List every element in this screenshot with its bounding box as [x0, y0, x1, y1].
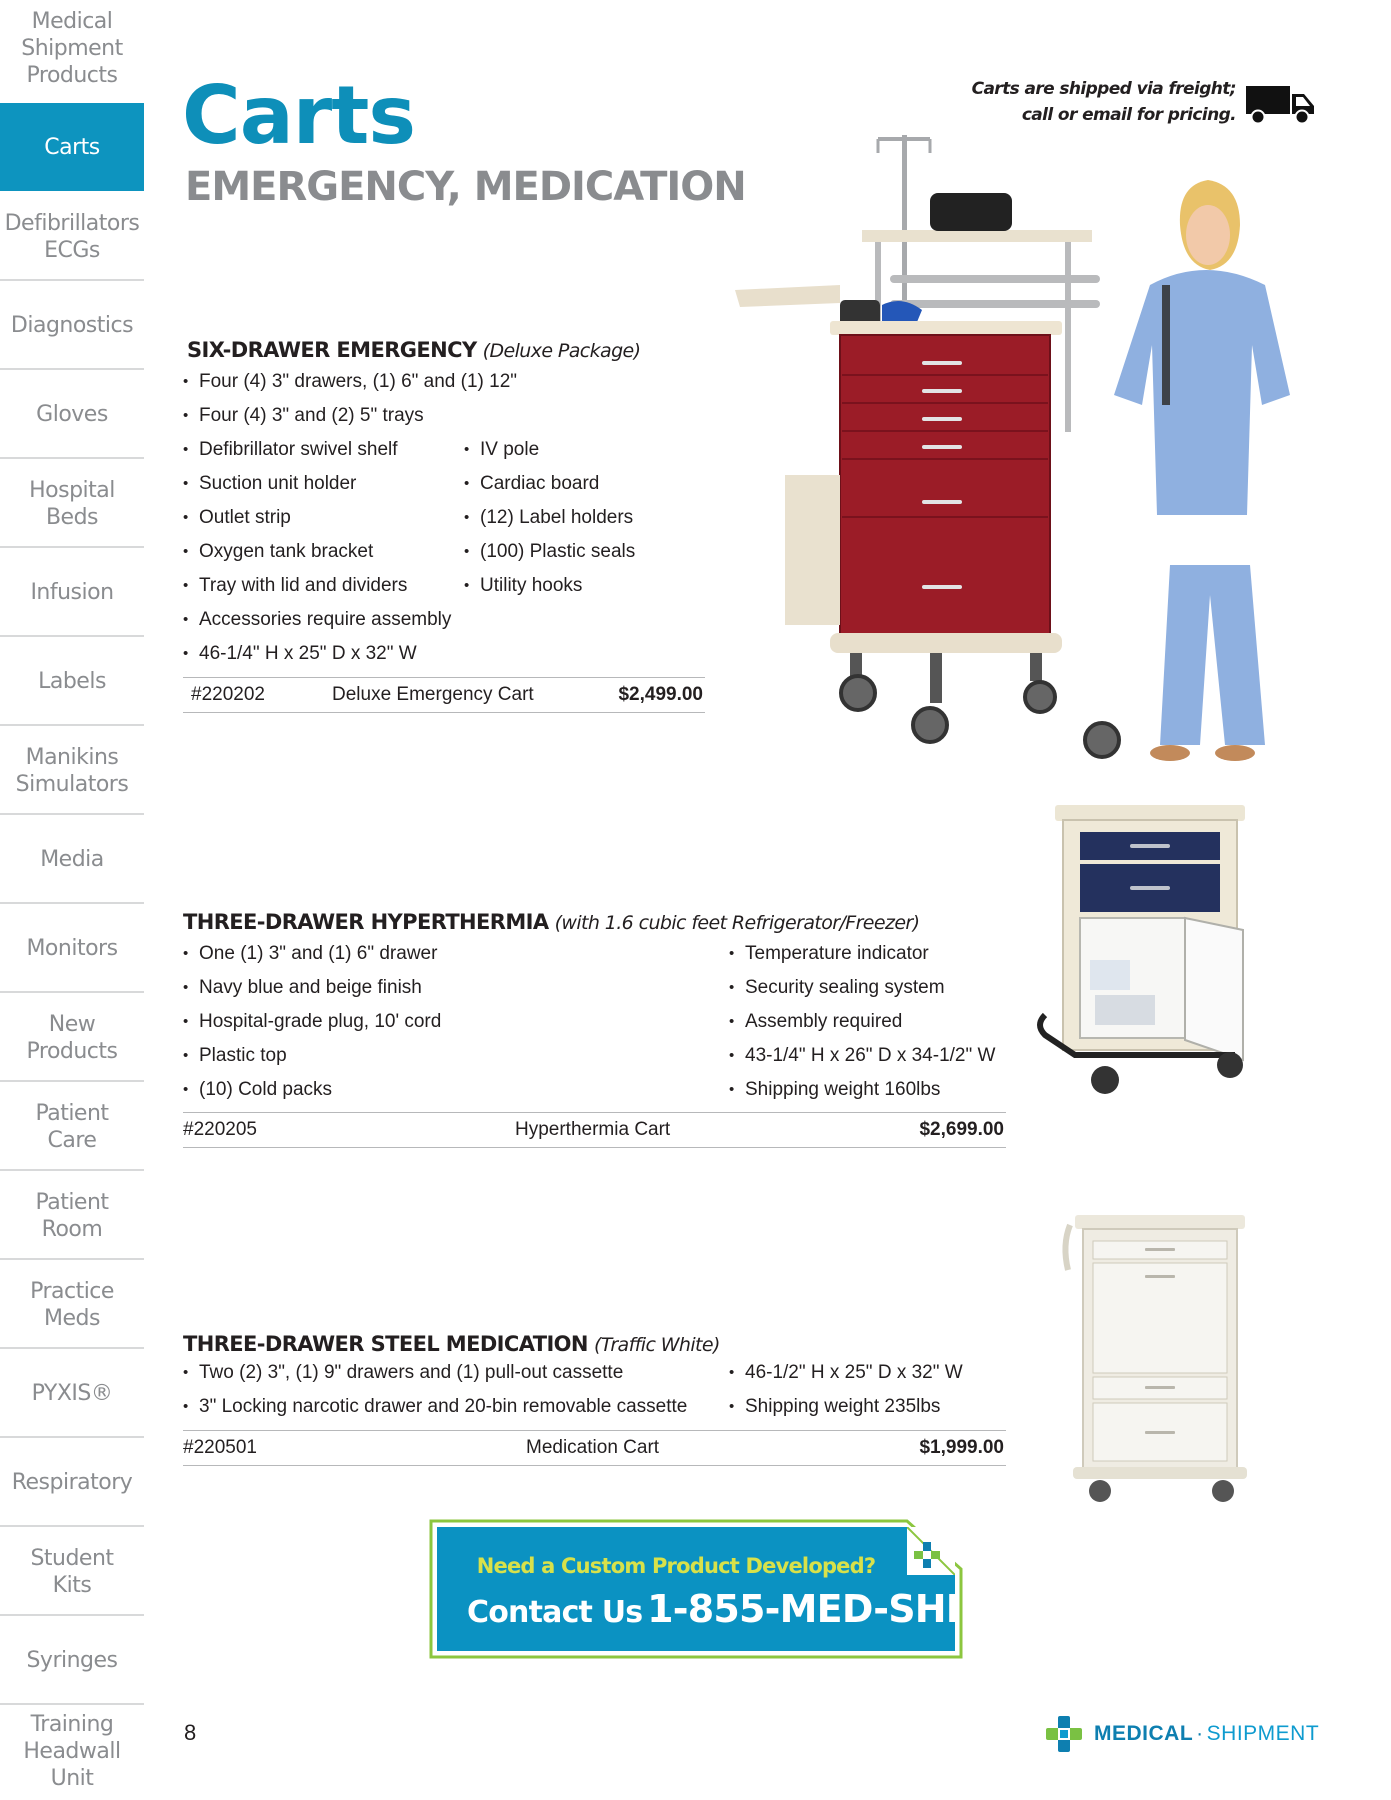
product-heading: [183, 908, 919, 937]
product-name: THREE-DRAWER STEEL MEDICATION: [183, 1332, 588, 1356]
product-sku: #220205: [183, 1119, 257, 1140]
product-variant: (with 1.6 cubic feet Refrigerator/Freezer): [554, 912, 920, 934]
product-sku: #220202: [191, 684, 265, 705]
category-sidebar: [0, 0, 144, 1800]
feature-item: • Accessories require assembly: [183, 603, 517, 637]
sidebar-item-defibrillators-ecgs[interactable]: Defibrillators ECGs: [0, 193, 144, 281]
feature-list-right: [729, 937, 995, 1107]
sidebar-item-pyxis[interactable]: PYXIS®: [0, 1349, 144, 1438]
product-variant: (Deluxe Package): [482, 340, 641, 362]
medical-cross-logo-icon: [913, 1541, 941, 1569]
shipping-note-line-1: Carts are shipped via freight;: [971, 79, 1236, 99]
product-name: SIX-DRAWER EMERGENCY: [187, 338, 477, 362]
feature-item: • Cardiac board: [464, 467, 635, 501]
feature-item: • Four (4) 3" drawers, (1) 6" and (1) 12": [183, 365, 517, 399]
product-description: Deluxe Emergency Cart: [332, 684, 534, 705]
product-sku: #220501: [183, 1437, 257, 1458]
feature-item: • Temperature indicator: [729, 937, 995, 971]
banner-panel: [437, 1527, 987, 1651]
page-subtitle: EMERGENCY, MEDICATION: [185, 164, 746, 210]
shipping-note: [972, 76, 1236, 128]
brand-word-medical: MEDICAL: [1094, 1722, 1194, 1745]
contact-phone[interactable]: 1-855-MED-SHIP: [647, 1587, 987, 1631]
hyperthermia-cart-image: [1035, 800, 1300, 1100]
contact-line: [467, 1587, 987, 1631]
feature-item: • Security sealing system: [729, 971, 995, 1005]
feature-item: • Four (4) 3" and (2) 5" trays: [183, 399, 517, 433]
feature-item: • Tray with lid and dividers: [183, 569, 517, 603]
medical-shipment-logo-icon: [1044, 1714, 1084, 1754]
product-price: $2,699.00: [919, 1119, 1004, 1140]
feature-list-left: [183, 1356, 687, 1424]
sidebar-item-new-products[interactable]: New Products: [0, 993, 144, 1082]
product-variant: (Traffic White): [593, 1334, 720, 1356]
feature-item: • Outlet strip: [183, 501, 517, 535]
shipping-note-line-2: call or email for pricing.: [1021, 105, 1236, 125]
sidebar-item-manikins-simulators[interactable]: Manikins Simulators: [0, 726, 144, 815]
sidebar-item-patient-care[interactable]: Patient Care: [0, 1082, 144, 1171]
feature-item: • (12) Label holders: [464, 501, 635, 535]
feature-item: • IV pole: [464, 433, 635, 467]
sidebar-item-patient-room[interactable]: Patient Room: [0, 1171, 144, 1260]
feature-item: • Hospital-grade plug, 10' cord: [183, 1005, 441, 1039]
product-heading: [187, 336, 640, 365]
sidebar-item-media[interactable]: Media: [0, 815, 144, 904]
feature-item: • Plastic top: [183, 1039, 441, 1073]
feature-item: • Defibrillator swivel shelf: [183, 433, 517, 467]
feature-item: • Two (2) 3", (1) 9" drawers and (1) pull-out cassette: [183, 1356, 687, 1390]
sidebar-item-respiratory[interactable]: Respiratory: [0, 1438, 144, 1527]
red-emergency-cart-image: [730, 125, 1310, 775]
sidebar-item-monitors[interactable]: Monitors: [0, 904, 144, 993]
feature-item: • Shipping weight 160lbs: [729, 1073, 995, 1107]
contact-label: Contact Us: [467, 1595, 643, 1630]
feature-item: • Shipping weight 235lbs: [729, 1390, 963, 1424]
product-description: Medication Cart: [526, 1437, 660, 1458]
sidebar-item-labels[interactable]: Labels: [0, 637, 144, 726]
product-price: $2,499.00: [618, 684, 703, 705]
sidebar-item-training-headwall-unit[interactable]: Training Headwall Unit: [23, 1711, 121, 1791]
feature-list-right: [464, 433, 635, 603]
sidebar-item-carts[interactable]: Carts: [0, 103, 144, 191]
feature-item: • Suction unit holder: [183, 467, 517, 501]
feature-item: • 3" Locking narcotic drawer and 20-bin removable cassette: [183, 1390, 687, 1424]
sidebar-item-infusion[interactable]: Infusion: [0, 548, 144, 637]
medication-cart-image: [1045, 1205, 1275, 1505]
feature-item: • (100) Plastic seals: [464, 535, 635, 569]
feature-item: • 46-1/2" H x 25" D x 32" W: [729, 1356, 963, 1390]
brand-word-shipment: SHIPMENT: [1206, 1722, 1320, 1745]
sidebar-item-practice-meds[interactable]: Practice Meds: [0, 1260, 144, 1349]
page-title: Carts: [182, 69, 416, 162]
feature-item: • 46-1/4" H x 25" D x 32" W: [183, 637, 517, 671]
feature-item: • One (1) 3" and (1) 6" drawer: [183, 937, 441, 971]
sidebar-item-hospital-beds[interactable]: Hospital Beds: [0, 459, 144, 548]
product-heading: [183, 1330, 720, 1359]
product-name: THREE-DRAWER HYPERTHERMIA: [183, 910, 549, 934]
feature-item: • (10) Cold packs: [183, 1073, 441, 1107]
feature-item: • 43-1/4" H x 26" D x 34-1/2" W: [729, 1039, 995, 1073]
product-price: $1,999.00: [919, 1437, 1004, 1458]
feature-item: • Navy blue and beige finish: [183, 971, 441, 1005]
price-row: [183, 1112, 1006, 1148]
custom-product-contact-banner[interactable]: [429, 1519, 987, 1659]
feature-item: • Assembly required: [729, 1005, 995, 1039]
sidebar-item-student-kits[interactable]: Student Kits: [0, 1527, 144, 1616]
page-number: 8: [184, 1720, 197, 1745]
sidebar-item-syringes[interactable]: Syringes: [0, 1616, 144, 1705]
brand-footer: [1044, 1714, 1319, 1754]
contact-question: Need a Custom Product Developed?: [476, 1554, 876, 1578]
price-row: [183, 1430, 1006, 1466]
feature-item: • Utility hooks: [464, 569, 635, 603]
price-row: [183, 677, 705, 713]
truck-icon: [1244, 82, 1316, 126]
sidebar-item-diagnostics[interactable]: Diagnostics: [0, 281, 144, 370]
sidebar-item-gloves[interactable]: Gloves: [0, 370, 144, 459]
product-description: Hyperthermia Cart: [515, 1119, 671, 1140]
feature-list-right: [729, 1356, 963, 1424]
feature-list-left: [183, 937, 441, 1107]
brand-separator: ·: [1196, 1722, 1204, 1745]
feature-item: • Oxygen tank bracket: [183, 535, 517, 569]
sidebar-item-medical-shipment-products[interactable]: Medical Shipment Products: [21, 8, 123, 88]
